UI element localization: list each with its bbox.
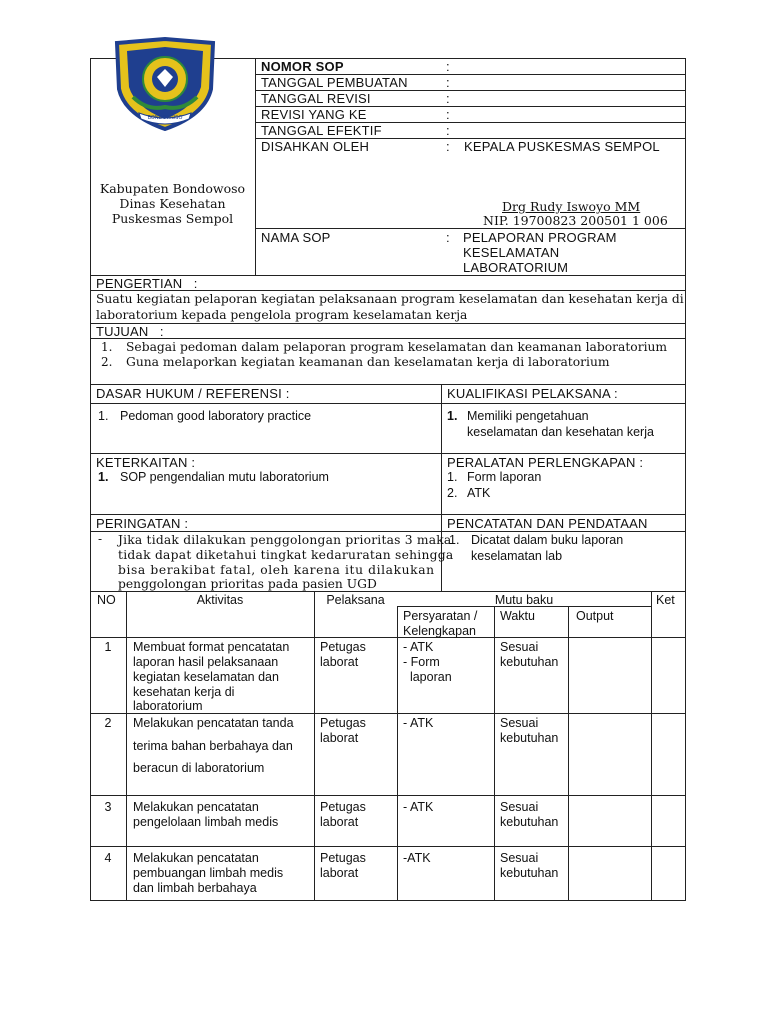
org-line: Dinas Kesehatan [119,196,226,211]
row-aktivitas: pengelolaan limbah medis [133,815,279,829]
row-waktu: kebutuhan [500,815,559,829]
row-pelaksana: laborat [320,815,359,829]
signer-name: Drg Rudy Iswoyo MM [502,199,641,214]
keterkaitan-label: KETERKAITAN : [96,455,196,470]
pencatatan-label: PENCATATAN DAN PENDATAAN [447,516,648,531]
field-label-tanggal-pembuatan: TANGGAL PEMBUATAN [261,75,408,90]
pengertian-line: laboratorium kepada pengelola program keselamatan kerja [96,308,468,322]
field-sep: : [446,59,450,74]
row-waktu: Sesuai [500,640,539,654]
nama-sop-line: KESELAMATAN [463,245,560,260]
row-no: 3 [104,800,112,814]
peralatan-item-text: ATK [467,486,491,500]
table-header-persyaratan: Kelengkapan [403,624,476,638]
row-no: 4 [104,851,112,865]
tujuan-item-text: Guna melaporkan kegiatan keamanan dan keselamatan kerja di laboratorium [126,355,610,369]
field-label-tanggal-efektif: TANGGAL EFEKTIF [261,123,382,138]
row-persyaratan: - ATK [403,640,434,654]
peringatan-line: bisa berakibat fatal, oleh karena itu dilakukan [118,563,435,577]
field-label-nomor-sop: NOMOR SOP [261,59,344,74]
row-waktu: kebutuhan [500,655,559,669]
tujuan-item-text: Sebagai pedoman dalam pelaporan program keselamatan dan keamanan laboratorium [126,340,668,354]
field-sep: : [446,91,450,106]
row-pelaksana: Petugas [320,800,366,814]
keterkaitan-item-text: SOP pengendalian mutu laboratorium [120,470,329,484]
row-persyaratan: - ATK [403,716,434,730]
peringatan-line: penggolongan prioritas pada pasien UGD [118,577,377,591]
tujuan-label: TUJUAN : [96,324,164,339]
row-pelaksana: Petugas [320,640,366,654]
pencatatan-item-num: 1. [449,533,460,547]
table-header-output: Output [576,609,614,623]
kualifikasi-item-line: keselamatan dan kesehatan kerja [467,425,654,439]
keterkaitan-item-num: 1. [98,470,109,484]
row-no: 1 [104,640,112,654]
row-waktu: Sesuai [500,800,539,814]
peralatan-item-text: Form laporan [467,470,542,484]
row-aktivitas: laboratorium [133,699,203,713]
row-persyaratan: laporan [403,670,452,684]
tujuan-item-num: 2. [101,355,113,369]
org-line: Puskesmas Sempol [111,211,234,226]
field-sep: : [446,107,450,122]
kualifikasi-label: KUALIFIKASI PELAKSANA : [447,386,618,401]
row-aktivitas: Melakukan pencatatan tanda [133,716,294,730]
row-waktu: kebutuhan [500,866,559,880]
peralatan-item-num: 1. [447,470,458,484]
row-waktu: kebutuhan [500,731,559,745]
table-header-waktu: Waktu [500,609,535,623]
peringatan-label: PERINGATAN : [96,516,189,531]
nama-sop-line: LABORATORIUM [463,260,569,275]
org-line: Kabupaten Bondowoso [99,181,246,196]
peringatan-line: Jika tidak dilakukan penggolongan prioritas 3 maka [118,533,452,547]
row-pelaksana: Petugas [320,716,366,730]
table-header-no: NO [97,593,116,607]
row-pelaksana: Petugas [320,851,366,865]
field-label-revisi-ke: REVISI YANG KE [261,107,367,122]
row-aktivitas: Melakukan pencatatan [133,851,259,865]
row-aktivitas: beracun di laboratorium [133,761,265,775]
row-persyaratan: -ATK [403,851,431,865]
row-aktivitas: Melakukan pencatatan [133,800,259,814]
peringatan-bullet: - [98,532,103,546]
field-sep: : [446,123,450,138]
nama-sop-sep: : [446,230,450,245]
peringatan-line: tidak dapat diketahui tingkat kedaruratan sehingga [118,548,454,562]
dasar-hukum-item-text: Pedoman good laboratory practice [120,409,312,423]
signer-nip: NIP. 19700823 200501 1 006 [483,213,668,228]
table-header-pelaksana: Pelaksana [326,593,385,607]
nama-sop-label: NAMA SOP [261,230,331,245]
kualifikasi-item-num: 1. [447,409,458,423]
peralatan-label: PERALATAN PERLENGKAPAN : [447,455,644,470]
row-no: 2 [104,716,112,730]
kualifikasi-item-line: Memiliki pengetahuan [467,409,589,423]
field-sep: : [446,75,450,90]
field-label-disahkan-oleh: DISAHKAN OLEH [261,139,370,154]
pencatatan-item-line: keselamatan lab [471,549,563,563]
row-aktivitas: terima bahan berbahaya dan [133,739,293,753]
row-persyaratan: - ATK [403,800,434,814]
pengertian-label: PENGERTIAN : [96,276,198,291]
table-header-persyaratan: Persyaratan / [403,609,478,623]
pengertian-line: Suatu kegiatan pelaporan kegiatan pelaksanaan program keselamatan dan kesehatan kerja di [96,292,684,306]
row-aktivitas: kesehatan kerja di [133,685,235,699]
row-pelaksana: laborat [320,731,359,745]
row-waktu: Sesuai [500,851,539,865]
row-aktivitas: kegiatan keselamatan dan [133,670,279,684]
row-aktivitas: dan limbah berbahaya [133,881,257,895]
field-value-disahkan-oleh: KEPALA PUSKESMAS SEMPOL [464,139,660,154]
table-header-aktivitas: Aktivitas [196,593,244,607]
row-pelaksana: laborat [320,655,359,669]
row-aktivitas: pembuangan limbah medis [133,866,284,880]
row-aktivitas: Membuat format pencatatan [133,640,290,654]
field-label-tanggal-revisi: TANGGAL REVISI [261,91,371,106]
logo-text: BONDOWOSO [147,115,183,121]
tujuan-item-num: 1. [101,340,113,354]
field-sep: : [446,139,450,154]
row-waktu: Sesuai [500,716,539,730]
logo-emblem [113,37,217,131]
row-pelaksana: laborat [320,866,359,880]
peralatan-item-num: 2. [447,486,458,500]
nama-sop-line: PELAPORAN PROGRAM [463,230,617,245]
dasar-hukum-label: DASAR HUKUM / REFERENSI : [96,386,290,401]
row-aktivitas: laporan hasil pelaksanaan [133,655,279,669]
table-header-ket: Ket [656,593,675,607]
pencatatan-item-line: Dicatat dalam buku laporan [471,533,624,547]
dasar-hukum-item-num: 1. [98,409,109,423]
row-persyaratan: - Form [403,655,440,669]
table-header-mutu-baku: Mutu baku [494,593,554,607]
